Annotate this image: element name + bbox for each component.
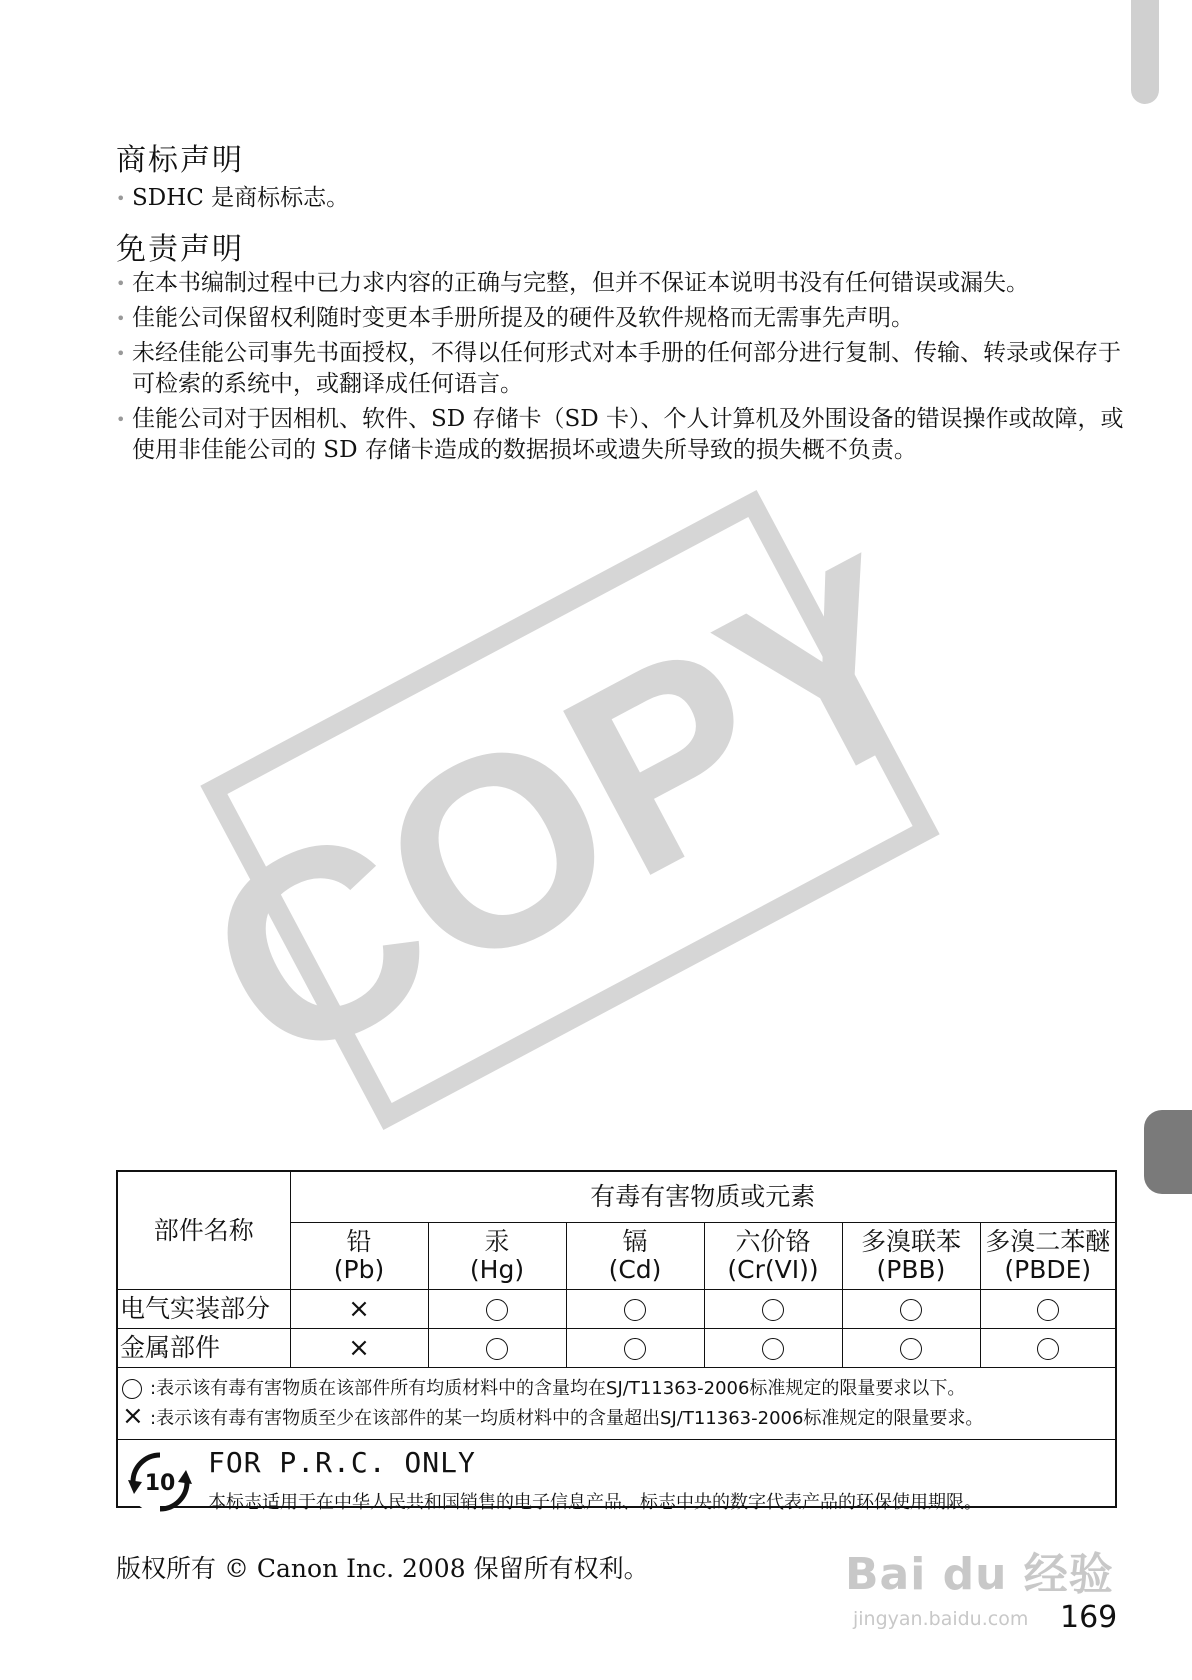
mark-cell — [842, 1329, 980, 1368]
mark-cell — [980, 1329, 1115, 1368]
circle-icon — [762, 1338, 784, 1360]
mark-cell — [428, 1329, 566, 1368]
copy-stamp-text: COPY — [162, 499, 980, 1125]
part-name-cell: 电气实装部分 — [118, 1290, 290, 1329]
efup-title: FOR P.R.C. ONLY — [208, 1446, 476, 1479]
circle-icon — [1037, 1299, 1059, 1321]
mark-cell — [704, 1290, 842, 1329]
legend-circle-note: :表示该有毒有害物质在该部件所有均质材料中的含量均在SJ/T11363-2006标准规定的限量要求以下。 — [122, 1375, 1115, 1403]
column-header: 铅 (Pb) — [290, 1223, 428, 1290]
disclaimer-title: 免责声明 — [116, 232, 244, 267]
column-header: 汞 (Hg) — [428, 1223, 566, 1290]
table-row — [118, 1329, 1115, 1368]
cross-icon: × — [348, 1294, 370, 1324]
mark-cell — [566, 1329, 704, 1368]
circle-icon — [122, 1379, 142, 1399]
part-name-cell: 金属部件 — [118, 1329, 290, 1368]
circle-icon — [486, 1338, 508, 1360]
circle-icon — [486, 1299, 508, 1321]
list-item: • SDHC 是商标标志。 — [116, 183, 1126, 214]
mark-cell — [428, 1290, 566, 1329]
watermark-main: Bai du 经验 — [845, 1549, 1114, 1600]
list-item: • 佳能公司对于因相机、软件、SD 存储卡（SD 卡）、个人计算机及外围设备的错误操作或故障，或使用非佳能公司的 SD 存储卡造成的数据损坏或遗失所导致的损失概不负责。 — [116, 404, 1126, 466]
page-number: 169 — [1060, 1600, 1118, 1635]
mark-cell — [980, 1290, 1115, 1329]
circle-icon — [1037, 1338, 1059, 1360]
efup-section — [118, 1440, 1115, 1522]
efup-description: 本标志适用于在中华人民共和国销售的电子信息产品、标志中央的数字代表产品的环保使用期限。 — [208, 1492, 982, 1513]
circle-icon — [900, 1338, 922, 1360]
column-header: 镉 (Cd) — [566, 1223, 704, 1290]
mark-cell — [566, 1290, 704, 1329]
mark-cell — [704, 1329, 842, 1368]
circle-icon — [900, 1299, 922, 1321]
column-header: 六价铬 (Cr(VI)) — [704, 1223, 842, 1290]
circle-icon — [624, 1338, 646, 1360]
mark-cell — [842, 1290, 980, 1329]
mark-cell — [290, 1329, 428, 1368]
trademark-title: 商标声明 — [116, 143, 244, 178]
mark-cell — [290, 1290, 428, 1329]
cross-icon: × — [348, 1333, 370, 1363]
watermark-url: jingyan.baidu.com — [853, 1608, 1029, 1630]
part-name-header: 部件名称 — [118, 1172, 290, 1290]
column-header: 多溴二苯醚 (PBDE) — [980, 1223, 1115, 1290]
substances-header: 有毒有害物质或元素 — [290, 1172, 1115, 1223]
copyright-text: 版权所有 © Canon Inc. 2008 保留所有权利。 — [116, 1554, 649, 1583]
column-header: 多溴联苯 (PBB) — [842, 1223, 980, 1290]
list-item: • 在本书编制过程中已力求内容的正确与完整，但并不保证本说明书没有任何错误或漏失。 — [116, 268, 1126, 299]
list-item: • 佳能公司保留权利随时变更本手册所提及的硬件及软件规格而无需事先声明。 — [116, 303, 1126, 334]
svg-text:10: 10 — [144, 1471, 176, 1496]
cross-icon: × — [122, 1401, 144, 1431]
efup-logo-icon — [128, 1450, 192, 1514]
legend-cross-note: × :表示该有毒有害物质至少在该部件的某一均质材料中的含量超出SJ/T11363-2006标准规定的限量要求。 — [122, 1401, 984, 1431]
circle-icon — [624, 1299, 646, 1321]
circle-icon — [762, 1299, 784, 1321]
table-row — [118, 1290, 1115, 1329]
legend-notes — [118, 1368, 1115, 1440]
hazardous-substances-table — [116, 1170, 1117, 1513]
list-item: • 未经佳能公司事先书面授权，不得以任何形式对本手册的任何部分进行复制、传输、转录或保存于可检索的系统中，或翻译成任何语言。 — [116, 338, 1126, 400]
